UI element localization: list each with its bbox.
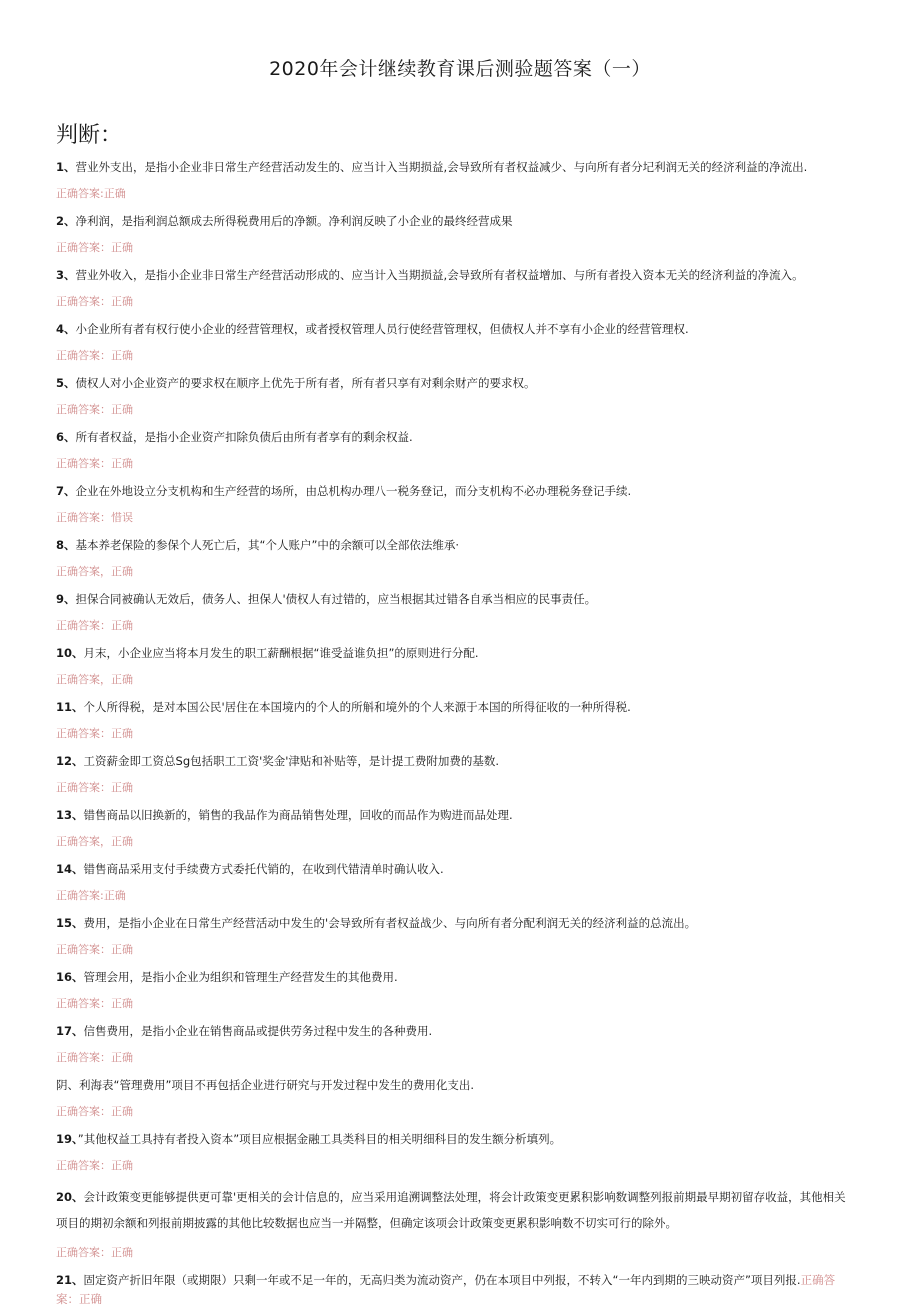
question-number: 20、 bbox=[56, 1190, 84, 1204]
question-item bbox=[56, 914, 856, 933]
answer-label: 正确答案：正确 bbox=[56, 781, 133, 794]
answer-label: 正确答案，正确 bbox=[56, 673, 133, 686]
question-text: 信售费用，是指小企业在销售商品或提供劳务过程中发生的各种费用. bbox=[83, 1024, 433, 1038]
question-text: 错售商品采用支付手续费方式委托代销的，在收到代错清单时确认收入. bbox=[83, 862, 444, 876]
answer-label: 正确答案：正确 bbox=[56, 1273, 836, 1306]
question-number: 5、 bbox=[56, 376, 76, 390]
question-item bbox=[56, 1022, 856, 1041]
question-number: 15、 bbox=[56, 916, 84, 930]
answer-label: 正确答案:正确 bbox=[56, 889, 126, 902]
question-number: 19、 bbox=[56, 1132, 78, 1146]
question-list bbox=[56, 158, 856, 1309]
answer-label: 正确答案：正确 bbox=[56, 943, 133, 956]
question-item bbox=[56, 374, 856, 393]
question-number: 1、 bbox=[56, 160, 76, 174]
question-item bbox=[56, 860, 856, 879]
question-text: 小企业所有者有权行使小企业的经营管理权，或者授权管理人员行使经营管理权，但债权人并不享有小企业的经营管理权. bbox=[75, 322, 689, 336]
question-text: 工资薪金即工资总Sg包括职工工资'奖金'津贴和补贴等，是计提工费附加费的基数. bbox=[83, 754, 500, 768]
question-text: 所有者权益，是指小企业资产扣除负债后由所有者享有的剩余权益. bbox=[75, 430, 413, 444]
question-text: 管理会用，是指小企业为组织和管理生产经营发生的其他费用. bbox=[83, 970, 398, 984]
question-text: 企业在外地设立分支机构和生产经营的场所，由总机构办理八一税务登记，而分支机构不必办理税务登记手续. bbox=[75, 484, 632, 498]
answer-label: 正确答案：正确 bbox=[56, 1105, 133, 1118]
question-text: 基本养老保险的参保个人死亡后，其“个人账户”中的余额可以全部依法维承· bbox=[75, 538, 460, 552]
answer-label: 正确答案：正确 bbox=[56, 241, 133, 254]
question-text: 月末，小企业应当将本月发生的职工薪酬根据“谁受益谁负担”的原则进行分配. bbox=[83, 646, 479, 660]
question-number: 21、 bbox=[56, 1273, 84, 1287]
answer-label: 正确答案：正确 bbox=[56, 727, 133, 740]
question-item bbox=[56, 1076, 856, 1095]
question-item bbox=[56, 644, 856, 663]
document-title: 2020年会计继续教育课后测验题答案（一） bbox=[269, 58, 651, 80]
question-item bbox=[56, 806, 856, 825]
answer-label: 正确答案：正确 bbox=[56, 1051, 133, 1064]
question-item bbox=[56, 968, 856, 987]
question-text: 债权人对小企业资产的要求权在顺序上优先于所有者，所有者只享有对剩余财产的要求权。 bbox=[75, 376, 536, 390]
question-text: 固定资产折旧年限（或期限）只剩一年或不足一年的，无高归类为流动资产，仍在本项目中列报，不转入“一年内到期的三映动资产”项目列报. bbox=[83, 1273, 801, 1287]
question-text: ”其他权益工具持有者投入资本”项目应根据金融工具类科目的相关明细科目的发生额分析填列。 bbox=[77, 1132, 562, 1146]
answer-label: 正确答案：正确 bbox=[56, 1159, 133, 1172]
question-item bbox=[56, 482, 856, 501]
question-item bbox=[56, 536, 856, 555]
question-item bbox=[56, 320, 856, 339]
section-heading: 判断： bbox=[56, 123, 123, 148]
question-item bbox=[56, 1271, 856, 1309]
question-number: 14、 bbox=[56, 862, 84, 876]
question-text: 阴、利海表“管理费用”项目不再包括企业进行研究与开发过程中发生的费用化支出. bbox=[56, 1078, 475, 1092]
question-item bbox=[56, 212, 856, 231]
question-number: 10、 bbox=[56, 646, 84, 660]
question-item bbox=[56, 158, 856, 177]
question-item bbox=[56, 1130, 856, 1149]
question-text: 营业外收入，是指小企业非日常生产经营活动形成的、应当计入当期损益,会导致所有者权益增加、与所有者投入资本无关的经济利益的净流入。 bbox=[75, 268, 804, 282]
question-text: 会计政策变更能够提供更可靠'更相关的会计信息的，应当采用追溯调整法处理，将会计政策变更累积影响数调整列报前期最早期初留存收益，其他相关项目的期初余额和列报前期披露的其他比较数据也应当一并隔整，但确定该项会计政策变更累积影响数不切实可行的除外。 bbox=[56, 1190, 846, 1230]
question-number: 8、 bbox=[56, 538, 76, 552]
answer-label: 正确答案：惜误 bbox=[56, 511, 133, 524]
question-number: 2、 bbox=[56, 214, 76, 228]
answer-label: 正确答案：正确 bbox=[56, 403, 133, 416]
answer-label: 正确答案，正确 bbox=[56, 835, 133, 848]
question-item bbox=[56, 1184, 856, 1236]
answer-label: 正确答案：正确 bbox=[56, 349, 133, 362]
question-item bbox=[56, 698, 856, 717]
question-number: 9、 bbox=[56, 592, 76, 606]
answer-label: 正确答案，正确 bbox=[56, 565, 133, 578]
question-item bbox=[56, 752, 856, 771]
question-number: 4、 bbox=[56, 322, 76, 336]
question-number: 11、 bbox=[56, 700, 84, 714]
question-item bbox=[56, 428, 856, 447]
question-text: 营业外支出，是指小企业非日常生产经营活动发生的、应当计入当期损益,会导致所有者权益减少、与向所有者分圮利润无关的经济利益的净流出. bbox=[75, 160, 808, 174]
question-item bbox=[56, 590, 856, 609]
answer-label: 正确答案：正确 bbox=[56, 997, 133, 1010]
question-text: 个人所得税，是对本国公民'居住在本国境内的个人的所斛和境外的个人来源于本国的所得征收的一种所得税. bbox=[83, 700, 631, 714]
question-item bbox=[56, 266, 856, 285]
question-number: 6、 bbox=[56, 430, 76, 444]
question-text: 费用，是指小企业在日常生产经营活动中发生的'会导致所有者权益战少、与向所有者分配利润无关的经济利益的总流出。 bbox=[83, 916, 697, 930]
question-number: 12、 bbox=[56, 754, 84, 768]
question-text: 错售商品以旧换新的，销售的我品作为商品销售处理，回收的而品作为购进而品处理. bbox=[83, 808, 513, 822]
answer-label: 正确答案：正确 bbox=[56, 457, 133, 470]
answer-label: 正确答案:正确 bbox=[56, 187, 126, 200]
question-text: 净利润，是指利润总额成去所得税费用后的净额。净利润反映了小企业的最终经营成果 bbox=[75, 214, 513, 228]
question-number: 16、 bbox=[56, 970, 84, 984]
question-number: 3、 bbox=[56, 268, 76, 282]
question-number: 7、 bbox=[56, 484, 76, 498]
question-number: 17、 bbox=[56, 1024, 84, 1038]
question-number: 13、 bbox=[56, 808, 84, 822]
answer-label: 正确答案：正确 bbox=[56, 1246, 133, 1259]
answer-label: 正确答案：正确 bbox=[56, 295, 133, 308]
question-text: 担保合同被确认无效后，债务人、担保人'债权人有过错的，应当根据其过错各自承当相应的民事责任。 bbox=[75, 592, 597, 606]
answer-label: 正确答案：正确 bbox=[56, 619, 133, 632]
